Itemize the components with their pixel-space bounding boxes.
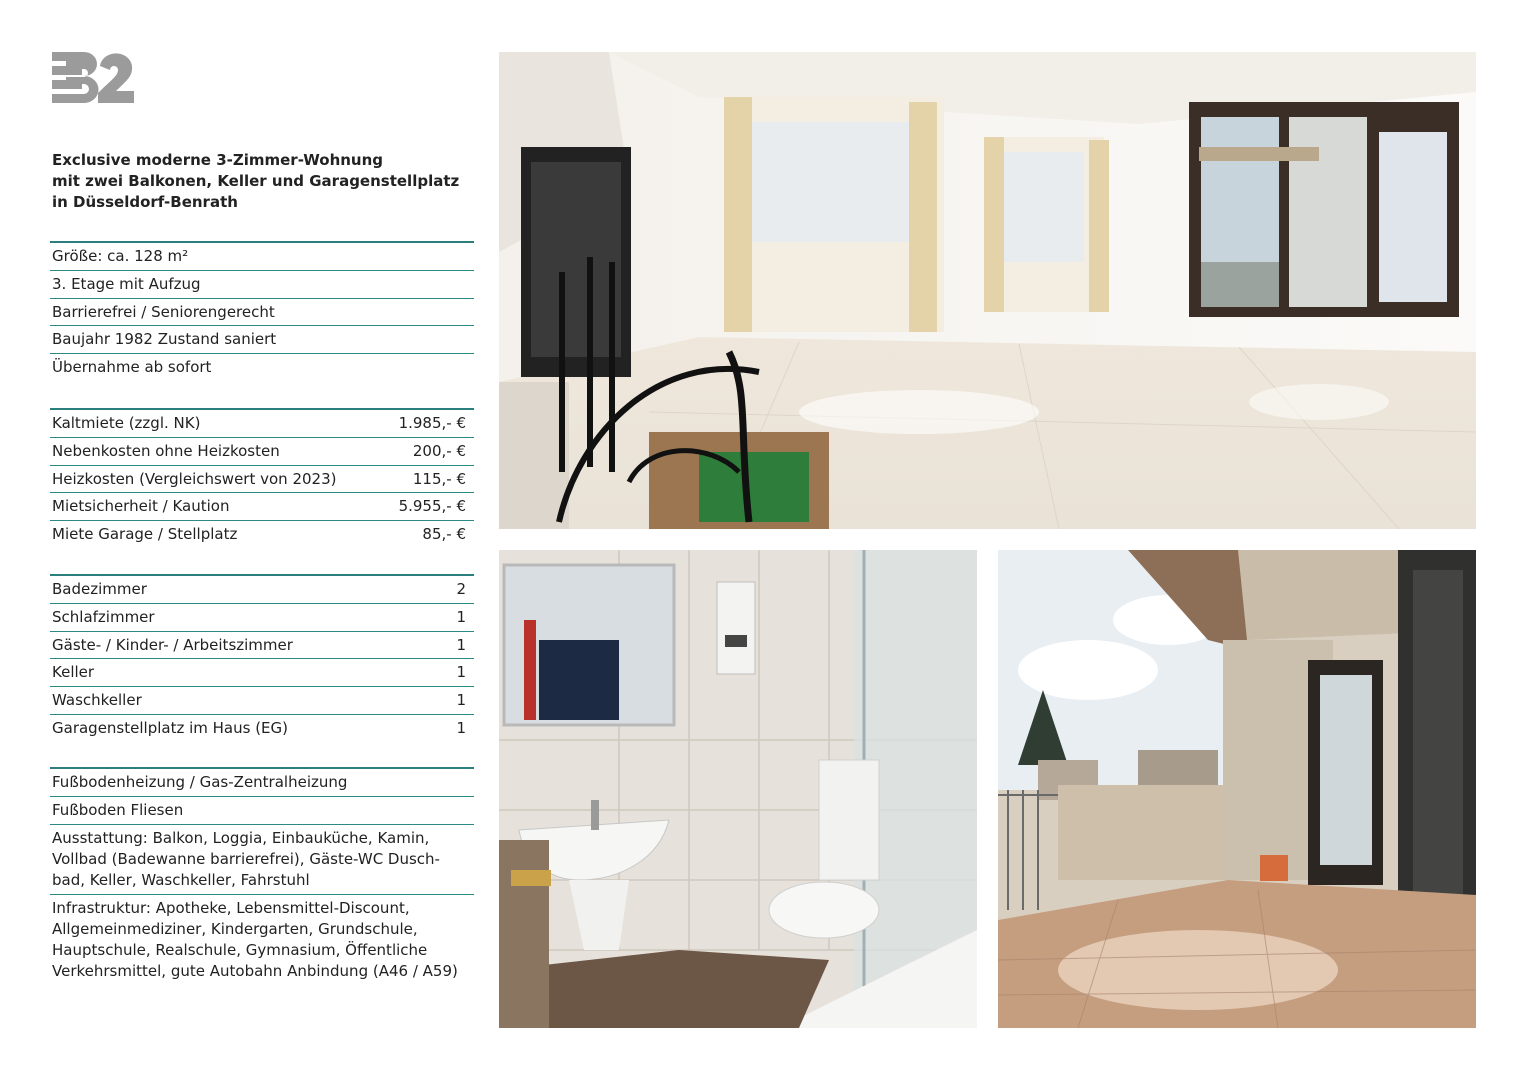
costs-table	[50, 408, 474, 548]
detail-size: Größe: ca. 128 m²	[52, 247, 189, 265]
room-count: 1	[456, 663, 466, 682]
room-label: Badezimmer	[52, 580, 147, 598]
room-row	[50, 631, 474, 659]
feature-equipment-line: bad, Keller, Waschkeller, Fahrstuhl	[52, 871, 310, 889]
features-table	[50, 767, 474, 985]
feature-heating: Fußbodenheizung / Gas-Zentralheizung	[52, 773, 348, 791]
room-count: 1	[456, 607, 466, 626]
cost-label: Kaltmiete (zzgl. NK)	[52, 414, 201, 432]
room-label: Waschkeller	[52, 691, 142, 710]
title-line: mit zwei Balkonen, Keller und Garagenstellplatz	[52, 172, 460, 190]
cost-value: 115,- €	[412, 469, 466, 488]
room-row	[50, 574, 474, 603]
loggia-photo	[998, 550, 1476, 1028]
b2-logo-icon	[52, 52, 136, 110]
detail-year: Baujahr 1982 Zustand saniert	[52, 330, 277, 349]
cost-value: 5.955,- €	[398, 497, 466, 516]
feature-infrastructure-line: Hauptschule, Realschule, Gymnasium, Öffentliche	[52, 941, 428, 959]
detail-row	[50, 325, 474, 353]
cost-row	[50, 520, 474, 548]
room-label: Garagenstellplatz im Haus (EG)	[52, 718, 289, 737]
room-label: Keller	[52, 663, 95, 682]
listing-title	[52, 150, 482, 213]
cost-row	[50, 408, 474, 437]
cost-row	[50, 492, 474, 520]
cost-label: Heizkosten (Vergleichswert von 2023)	[52, 469, 337, 488]
detail-row	[50, 298, 474, 326]
feature-equipment-line: Vollbad (Badewanne barrierefrei), Gäste-WC Dusch-	[52, 850, 440, 868]
feature-row	[50, 767, 474, 796]
feature-equipment-line: Ausstattung: Balkon, Loggia, Einbauküche, Kamin,	[52, 829, 430, 847]
feature-floor: Fußboden Fliesen	[52, 801, 184, 819]
bathroom-photo	[499, 550, 977, 1028]
room-label: Schlafzimmer	[52, 607, 155, 626]
room-count: 1	[456, 718, 466, 737]
feature-row	[50, 894, 474, 985]
rooms-table	[50, 574, 474, 742]
room-row	[50, 686, 474, 714]
cost-value: 1.985,- €	[398, 414, 466, 432]
details-table	[50, 241, 474, 381]
feature-infrastructure-line: Allgemeinmediziner, Kindergarten, Grundschule,	[52, 920, 418, 938]
detail-floor: 3. Etage mit Aufzug	[52, 274, 201, 293]
cost-row	[50, 437, 474, 465]
room-row	[50, 658, 474, 686]
feature-infrastructure-line: Infrastruktur: Apotheke, Lebensmittel-Discount,	[52, 899, 410, 917]
room-row	[50, 603, 474, 631]
cost-label: Miete Garage / Stellplatz	[52, 525, 238, 544]
room-count: 1	[456, 635, 466, 654]
living-room-photo	[499, 52, 1476, 529]
feature-row	[50, 824, 474, 894]
room-label: Gäste- / Kinder- / Arbeitszimmer	[52, 635, 293, 654]
cost-row	[50, 465, 474, 493]
detail-row	[50, 353, 474, 381]
room-count: 2	[456, 580, 466, 598]
title-line: Exclusive moderne 3-Zimmer-Wohnung	[52, 151, 384, 169]
cost-value: 200,- €	[412, 441, 466, 460]
title-line: in Düsseldorf-Benrath	[52, 193, 238, 211]
detail-row	[50, 270, 474, 298]
room-count: 1	[456, 691, 466, 710]
cost-value: 85,- €	[422, 525, 466, 544]
feature-infrastructure-line: Verkehrsmittel, gute Autobahn Anbindung (A46 / A59)	[52, 962, 458, 980]
feature-row	[50, 796, 474, 824]
detail-availability: Übernahme ab sofort	[52, 358, 212, 377]
cost-label: Mietsicherheit / Kaution	[52, 497, 230, 516]
detail-row	[50, 241, 474, 270]
cost-label: Nebenkosten ohne Heizkosten	[52, 441, 280, 460]
detail-accessibility: Barrierefrei / Seniorengerecht	[52, 302, 275, 321]
room-row	[50, 714, 474, 742]
